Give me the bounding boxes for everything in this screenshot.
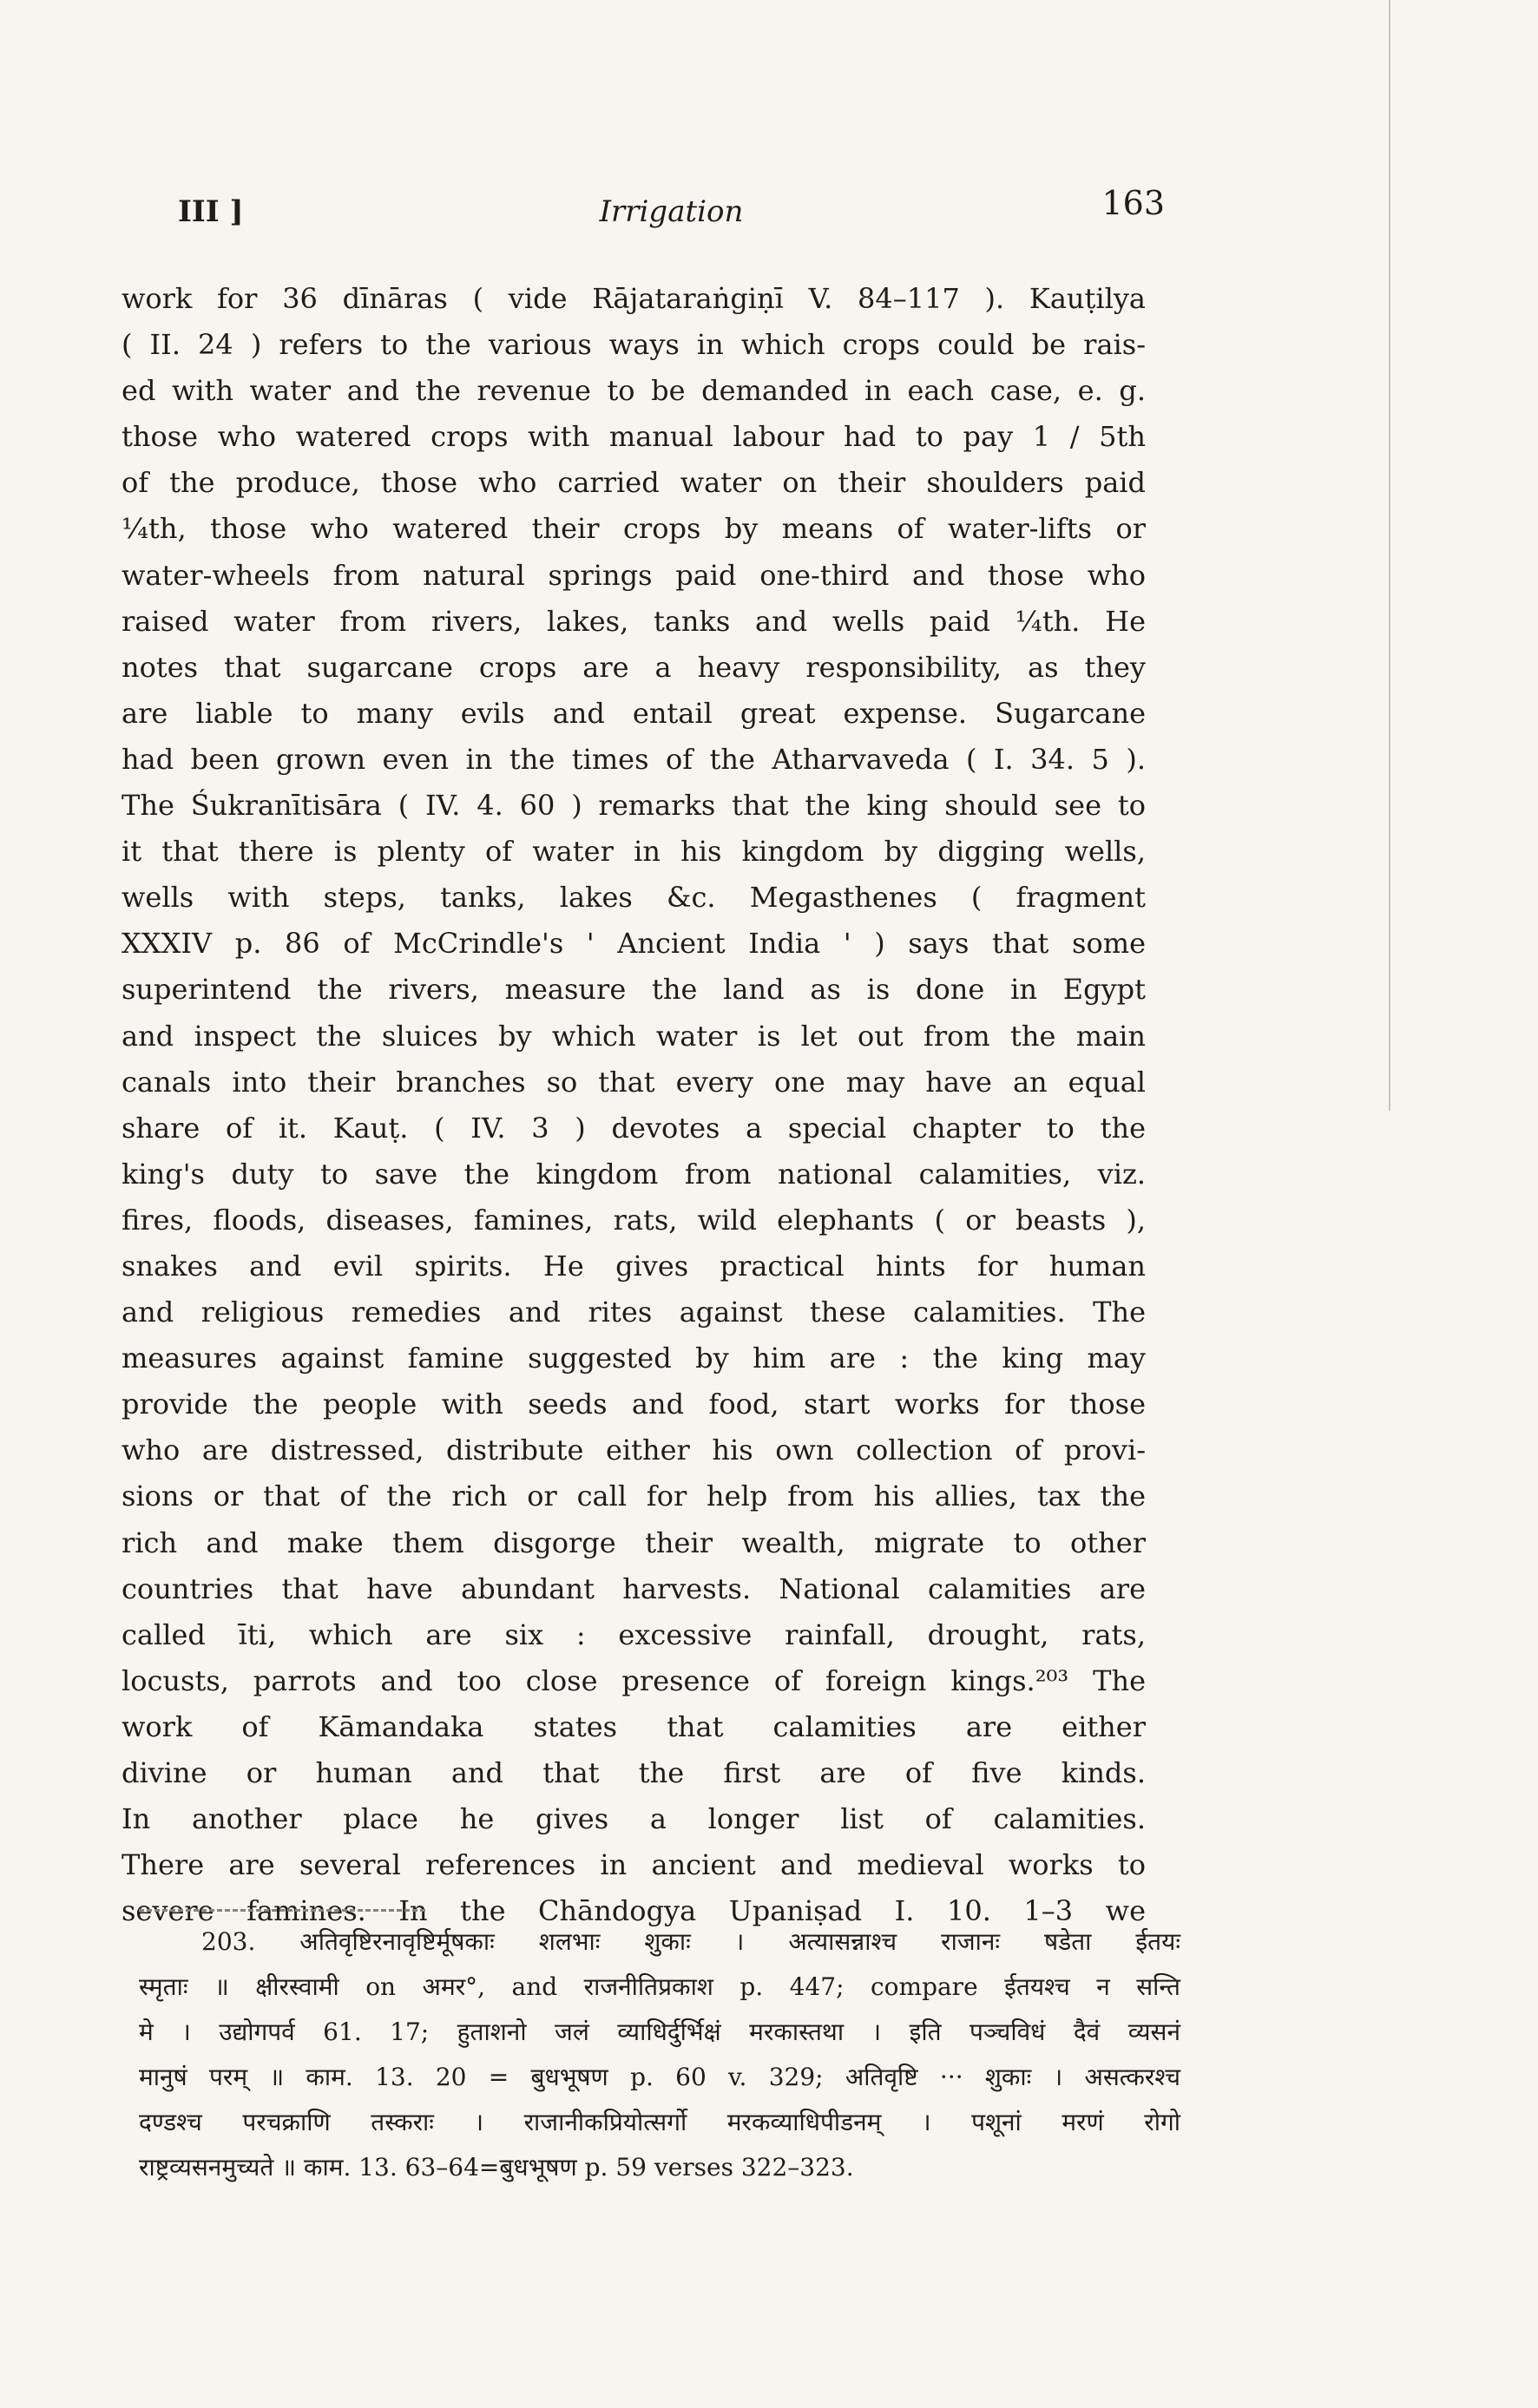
text-line: countries that have abundant harvests. National calamities are [122,1571,1146,1605]
text-line: raised water from rivers, lakes, tanks and wells paid ¼th. He [122,604,1146,638]
text-line: measures against famine suggested by him are : the king may [122,1342,1146,1375]
text-line: and inspect the sluices by which water is let out from the main [122,1019,1146,1053]
text-line: share of it. Kauṭ. ( IV. 3 ) devotes a special chapter to the [122,1111,1146,1145]
text-line: The Śukranītisāra ( IV. 4. 60 ) remarks that the king should see to [122,789,1146,823]
text-line: provide the people with seeds and food, start works for those [122,1388,1146,1421]
text-line: wells with steps, tanks, lakes &c. Megasthenes ( fragment [122,881,1146,915]
text-line: fires, floods, diseases, famines, rats, wild elephants ( or beasts ), [122,1203,1146,1237]
text-line: divine or human and that the first are of five kinds. [122,1756,1146,1789]
text-line: king's duty to save the kingdom from national calamities, viz. [122,1157,1146,1191]
footnote-line: मे । उद्योगपर्व 61. 17; हुताशनो जलं व्याधिर्दुर्भिक्षं मरकास्तथा । इति पञ्चविधं दैवं व्यसनं [139,2018,1180,2046]
footnote-block [139,1919,1180,2190]
text-line: XXXIV p. 86 of McCrindle's ' Ancient India ' ) says that some [122,927,1146,961]
text-line: ( II. 24 ) refers to the various ways in which crops could be rais- [122,328,1146,362]
page-number: 163 [1101,184,1165,222]
text-line: locusts, parrots and too close presence of foreign kings.²⁰³ The [122,1663,1146,1697]
text-line: severe famines. In the Chāndogya Upaniṣad I. 10. 1–3 we [122,1894,1146,1928]
text-line: In another place he gives a longer list of calamities. [122,1802,1146,1836]
text-line: called īti, which are six : excessive rainfall, drought, rats, [122,1617,1146,1651]
footnote-line: दण्डश्च परचक्राणि तस्कराः । राजानीकप्रियोत्सर्गो मरकव्याधिपीडनम् । पशूनां मरणं रोगो [139,2108,1180,2136]
text-line: who are distressed, distribute either his own collection of provi- [122,1434,1146,1467]
footnote-line: स्मृताः ॥ क्षीरस्वामी on अमर°, and राजनीतिप्रकाश p. 447; compare ईतयश्च न सन्ति [139,1972,1180,2001]
text-line: of the produce, those who carried water on their shoulders paid [122,466,1146,500]
footnote-divider [139,1909,425,1912]
text-line: ed with water and the revenue to be demanded in each case, e. g. [122,374,1146,408]
text-line: had been grown even in the times of the Atharvaveda ( I. 34. 5 ). [122,742,1146,776]
text-line: those who watered crops with manual labour had to pay 1 / 5th [122,420,1146,454]
main-text [122,276,1146,1934]
text-line: ¼th, those who watered their crops by means of water-lifts or [122,512,1146,546]
chapter-marker: III ] [178,194,244,229]
text-line: There are several references in ancient and medieval works to [122,1848,1146,1882]
text-line: are liable to many evils and entail great expense. Sugarcane [122,696,1146,730]
text-line: work for 36 dīnāras ( vide Rājataraṅgiṇī V. 84–117 ). Kauṭilya [122,282,1146,315]
text-line: water-wheels from natural springs paid one-third and those who [122,558,1146,592]
text-line: work of Kāmandaka states that calamities are either [122,1709,1146,1743]
text-line: and religious remedies and rites against these calamities. The [122,1296,1146,1329]
running-title: Irrigation [599,194,744,229]
text-line: rich and make them disgorge their wealth, migrate to other [122,1526,1146,1559]
text-line: snakes and evil spirits. He gives practical hints for human [122,1249,1146,1283]
text-line: it that there is plenty of water in his kingdom by digging wells, [122,835,1146,869]
text-line: superintend the rivers, measure the land as is done in Egypt [122,973,1146,1007]
footnote-line: राष्ट्रव्यसनमुच्यते ॥ काम. 13. 63–64=बुधभूषण p. 59 verses 322–323. [139,2153,854,2182]
running-header [178,184,1165,236]
page-edge-line [1389,0,1390,1111]
text-line: canals into their branches so that every one may have an equal [122,1065,1146,1099]
text-line: notes that sugarcane crops are a heavy responsibility, as they [122,650,1146,684]
footnote-line: 203. अतिवृष्टिरनावृष्टिर्मूषकाः शलभाः शुकाः । अत्यासन्नाश्च राजानः षडेता ईतयः [201,1927,1180,1956]
text-line: sions or that of the rich or call for help from his allies, tax the [122,1480,1146,1513]
footnote-line: मानुषं परम् ॥ काम. 13. 20 = बुधभूषण p. 60 v. 329; अतिवृष्टि ··· शुकाः । असत्करश्च [139,2063,1180,2091]
